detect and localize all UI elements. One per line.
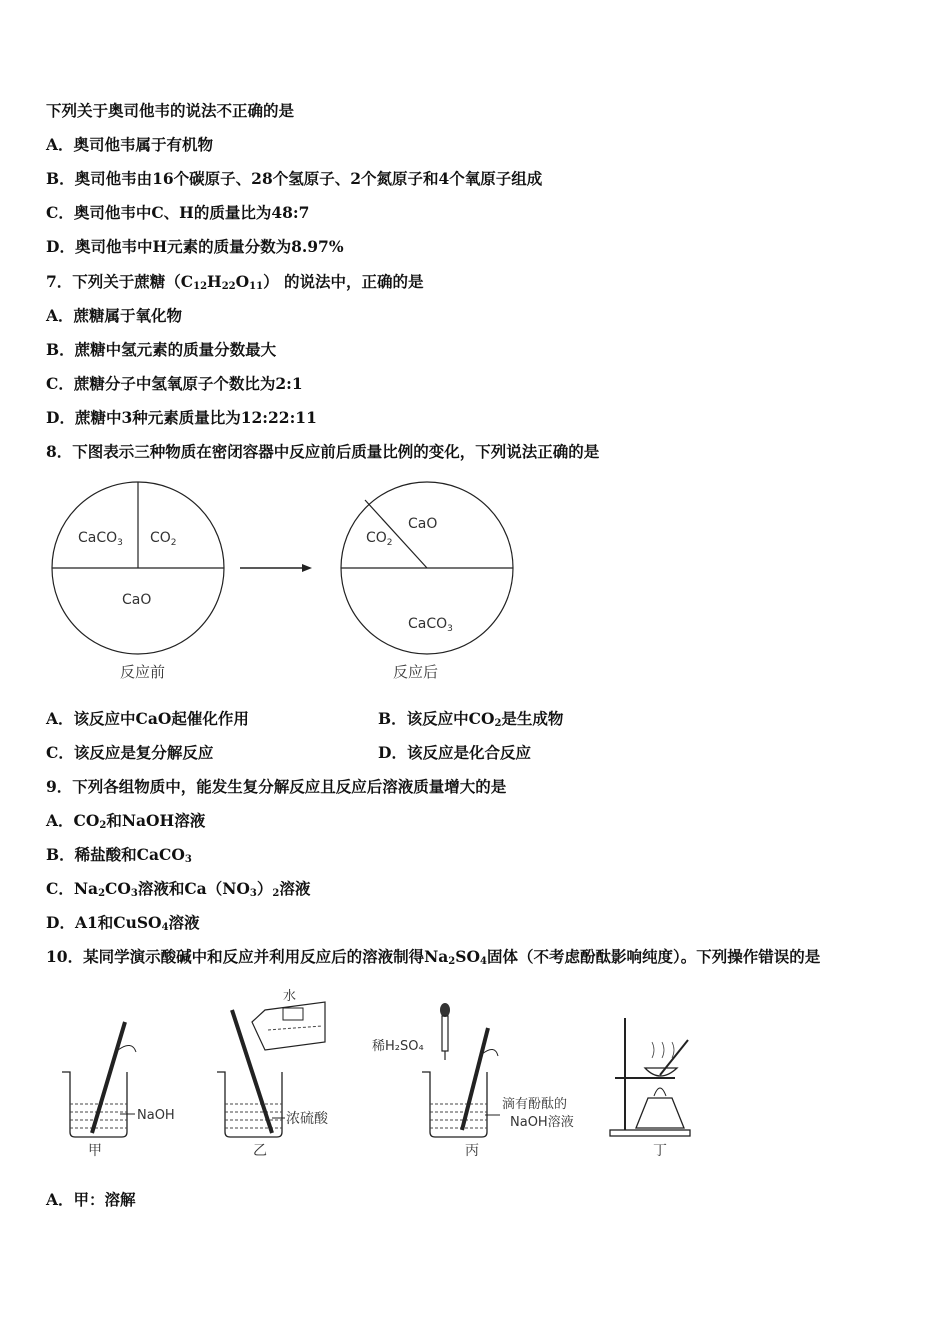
q10-option-a: A．甲：溶解	[46, 1190, 136, 1209]
reaction-arrow	[240, 564, 312, 572]
apparatus-yi	[217, 988, 329, 1159]
pie-before	[52, 482, 224, 681]
q8-option-c: C．该反应是复分解反应	[46, 743, 214, 762]
q7-option-a: A．蔗糖属于氧化物	[46, 306, 183, 325]
label-indicator-1: 滴有酚酞的	[502, 1097, 568, 1112]
glass-rod-bing	[462, 1028, 488, 1130]
glass-rod-ding	[660, 1040, 688, 1075]
q9-option-c: C．$Na_2CO_3$溶液和$Ca(NO_3)_2$溶液	[46, 879, 311, 899]
q7-option-d: D．蔗糖中3种元素质量比为12:22:11	[46, 408, 317, 427]
apparatus-jia	[62, 1022, 175, 1159]
label-bing: 丙	[465, 1143, 479, 1159]
q7-option-c: C．蔗糖分子中氢氧原子个数比为2:1	[46, 374, 303, 393]
pie-after	[341, 482, 513, 681]
label-dilute-acid: 稀H₂SO₄	[372, 1039, 424, 1054]
q9-option-b: B．稀盐酸和CaCO$_3$	[46, 845, 192, 865]
pie-before-label-co2: $CO_2$	[150, 530, 177, 548]
apparatus-bing	[372, 1003, 574, 1159]
label-naoh: NaOH	[137, 1108, 175, 1123]
q8-option-a: A．该反应中CaO起催化作用	[46, 709, 249, 728]
label-indicator-2: NaOH溶液	[510, 1115, 574, 1130]
q8-stem: 8．下图表示三种物质在密闭容器中反应前后质量比例的变化，下列说法正确的是	[46, 442, 600, 461]
flame	[654, 1088, 666, 1096]
q10-stem: 10．某同学演示酸碱中和反应并利用反应后的溶液制得$Na_2SO_4$固体（不考虑酚酞影响纯度）。下列操作错误的是	[46, 947, 821, 967]
q6-stem: 下列关于奥司他韦的说法不正确的是	[46, 101, 295, 120]
reagent-bottle-yi	[252, 1002, 325, 1050]
label-conc-acid: 浓硫酸	[286, 1111, 328, 1127]
pie-after-caption: 反应后	[393, 663, 439, 681]
pie-before-caption: 反应前	[120, 663, 166, 681]
q9-stem: 9．下列各组物质中，能发生复分解反应且反应后溶液质量增大的是	[46, 777, 507, 796]
label-ding: 丁	[653, 1143, 667, 1159]
iron-stand-base	[610, 1130, 690, 1136]
stir-arrow-jia	[118, 1045, 136, 1052]
pie-before-label-caco3: CaCO$_3$	[78, 530, 123, 548]
q7-option-b: B．蔗糖中氢元素的质量分数最大	[46, 340, 277, 359]
alcohol-lamp	[636, 1098, 684, 1128]
dropper-tube	[442, 1016, 448, 1051]
q7-stem: 7．下列关于蔗糖$(C_{12}H_{22}O_{11})$ 的说法中，正确的是	[46, 272, 424, 292]
q10-apparatus-figure	[40, 980, 720, 1165]
glass-rod-jia	[92, 1022, 125, 1133]
pie-after-label-caco3: CaCO$_3$	[408, 616, 453, 634]
glass-rod-yi	[232, 1010, 272, 1133]
pie-before-label-cao: CaO	[122, 592, 152, 608]
label-water: 水	[283, 989, 297, 1004]
label-yi: 乙	[253, 1143, 267, 1159]
dropper-bulb	[440, 1003, 450, 1017]
q6-option-c: C．奥司他韦中C、H的质量比为48:7	[46, 203, 310, 222]
q6-option-d: D．奥司他韦中H元素的质量分数为8.97%	[46, 237, 344, 256]
q9-option-d: D．A1和CuSO$_4$溶液	[46, 913, 200, 933]
apparatus-ding	[610, 1018, 690, 1159]
q8-option-b: B．该反应中$CO_2$是生成物	[378, 709, 564, 729]
pie-after-label-co2: $CO_2$	[366, 530, 393, 548]
pie-after-label-cao: CaO	[408, 516, 438, 532]
label-jia: 甲	[88, 1143, 102, 1159]
q8-pie-figure	[40, 470, 540, 690]
q9-option-a: A．$CO_2$和NaOH溶液	[46, 811, 206, 831]
q6-option-b: B．奥司他韦由16个碳原子、28个氢原子、2个氮原子和4个氧原子组成	[46, 169, 543, 188]
steam	[652, 1042, 674, 1058]
q8-option-d: D．该反应是化合反应	[378, 743, 531, 762]
q6-option-a: A．奥司他韦属于有机物	[46, 135, 214, 154]
